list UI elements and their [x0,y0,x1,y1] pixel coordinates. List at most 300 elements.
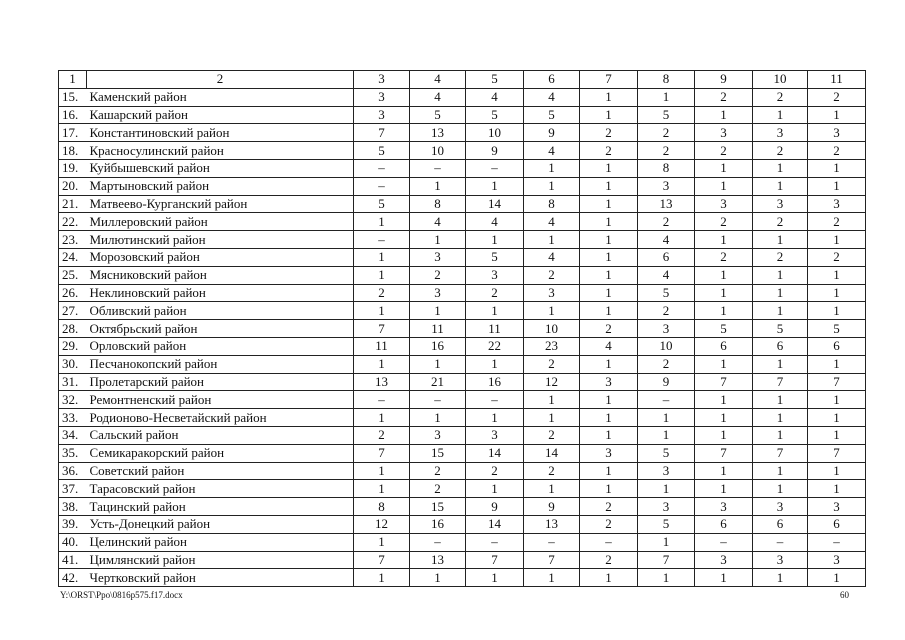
value-cell: 7 [354,320,410,338]
row-number-cell: 34. [59,426,87,444]
row-number-cell: 31. [59,373,87,391]
row-number-cell: 18. [59,142,87,160]
value-cell: 3 [466,266,524,284]
value-cell: 2 [638,124,695,142]
table-row [59,213,866,231]
row-number-cell: 40. [59,533,87,551]
value-cell: 1 [638,88,695,106]
value-cell: 4 [524,142,580,160]
value-cell: 8 [354,498,410,516]
header-cell-col-2: 2 [87,71,354,89]
row-number-cell: 41. [59,551,87,569]
value-cell: 16 [410,515,466,533]
value-cell: 1 [524,480,580,498]
value-cell: 7 [354,124,410,142]
value-cell: 1 [354,213,410,231]
value-cell: 1 [808,266,866,284]
row-number-cell: 20. [59,177,87,195]
value-cell: 11 [410,320,466,338]
district-name-cell: Мартыновский район [87,177,354,195]
value-cell: 1 [410,409,466,427]
row-number-cell: 36. [59,462,87,480]
value-cell: – [410,159,466,177]
value-cell: 1 [638,533,695,551]
value-cell: 1 [695,266,753,284]
value-cell: 5 [638,106,695,124]
page-number: 60 [840,590,849,600]
value-cell: 7 [808,444,866,462]
value-cell: 4 [410,88,466,106]
district-name-cell: Семикаракорский район [87,444,354,462]
value-cell: 1 [695,569,753,587]
value-cell: 1 [524,231,580,249]
table-row [59,391,866,409]
value-cell: 1 [580,159,638,177]
table-row [59,569,866,587]
district-name-cell: Советский район [87,462,354,480]
district-name-cell: Ремонтненский район [87,391,354,409]
row-number-cell: 24. [59,248,87,266]
value-cell: – [354,231,410,249]
value-cell: 3 [524,284,580,302]
value-cell: 3 [354,106,410,124]
value-cell: – [638,391,695,409]
value-cell: 1 [580,355,638,373]
value-cell: 1 [410,355,466,373]
value-cell: 2 [354,426,410,444]
value-cell: 1 [808,426,866,444]
header-cell-col-6: 6 [524,71,580,89]
value-cell: 13 [354,373,410,391]
value-cell: 16 [410,337,466,355]
value-cell: 2 [808,213,866,231]
value-cell: 3 [638,320,695,338]
value-cell: 1 [580,391,638,409]
value-cell: – [354,391,410,409]
row-number-cell: 15. [59,88,87,106]
value-cell: 1 [524,177,580,195]
row-number-cell: 38. [59,498,87,516]
value-cell: 1 [410,177,466,195]
table-row [59,515,866,533]
value-cell: 4 [638,231,695,249]
value-cell: 3 [638,462,695,480]
table-row [59,444,866,462]
value-cell: 7 [354,444,410,462]
value-cell: 6 [808,515,866,533]
value-cell: 3 [753,498,808,516]
value-cell: 13 [410,124,466,142]
value-cell: 6 [638,248,695,266]
value-cell: 2 [638,142,695,160]
value-cell: 2 [808,88,866,106]
value-cell: 1 [753,302,808,320]
value-cell: 1 [354,533,410,551]
value-cell: – [466,391,524,409]
value-cell: 1 [580,462,638,480]
row-number-cell: 37. [59,480,87,498]
value-cell: 1 [695,284,753,302]
table-row [59,320,866,338]
value-cell: 12 [354,515,410,533]
district-name-cell: Каменский район [87,88,354,106]
value-cell: 1 [753,355,808,373]
value-cell: 7 [466,551,524,569]
value-cell: 3 [808,195,866,213]
table-row [59,373,866,391]
value-cell: 2 [410,480,466,498]
value-cell: 2 [354,284,410,302]
row-number-cell: 23. [59,231,87,249]
value-cell: 13 [524,515,580,533]
value-cell: 2 [753,88,808,106]
row-number-cell: 22. [59,213,87,231]
value-cell: 1 [354,266,410,284]
value-cell: 2 [638,302,695,320]
district-name-cell: Пролетарский район [87,373,354,391]
value-cell: 1 [354,409,410,427]
value-cell: – [580,533,638,551]
value-cell: 3 [808,498,866,516]
value-cell: 1 [753,569,808,587]
value-cell: 3 [808,124,866,142]
value-cell: 4 [466,213,524,231]
table-row [59,355,866,373]
value-cell: 1 [638,480,695,498]
value-cell: 3 [695,498,753,516]
table-row [59,88,866,106]
table-row [59,124,866,142]
value-cell: 2 [580,498,638,516]
value-cell: 1 [466,355,524,373]
value-cell: – [808,533,866,551]
district-name-cell: Куйбышевский район [87,159,354,177]
value-cell: 9 [524,124,580,142]
row-number-cell: 30. [59,355,87,373]
value-cell: 1 [580,569,638,587]
value-cell: 8 [638,159,695,177]
value-cell: 10 [638,337,695,355]
value-cell: 7 [354,551,410,569]
value-cell: 1 [354,302,410,320]
district-name-cell: Тацинский район [87,498,354,516]
value-cell: – [410,533,466,551]
value-cell: 1 [695,159,753,177]
value-cell: 3 [695,195,753,213]
value-cell: 1 [354,480,410,498]
value-cell: 1 [753,266,808,284]
value-cell: 1 [580,88,638,106]
district-name-cell: Мясниковский район [87,266,354,284]
value-cell: 5 [466,106,524,124]
value-cell: – [695,533,753,551]
value-cell: 2 [695,142,753,160]
value-cell: – [466,159,524,177]
value-cell: 2 [524,462,580,480]
value-cell: 9 [466,142,524,160]
value-cell: 1 [695,480,753,498]
value-cell: 3 [354,88,410,106]
table-row [59,266,866,284]
value-cell: 1 [695,409,753,427]
value-cell: 6 [753,515,808,533]
value-cell: 3 [753,195,808,213]
value-cell: 1 [580,213,638,231]
value-cell: 1 [638,569,695,587]
value-cell: 14 [524,444,580,462]
value-cell: 9 [638,373,695,391]
value-cell: – [753,533,808,551]
table-row [59,142,866,160]
value-cell: 1 [410,569,466,587]
value-cell: 1 [580,231,638,249]
value-cell: 3 [638,498,695,516]
value-cell: 2 [638,213,695,231]
value-cell: 7 [808,373,866,391]
value-cell: 1 [695,355,753,373]
value-cell: 1 [524,302,580,320]
table-header-row [59,71,866,89]
value-cell: 2 [808,142,866,160]
district-name-cell: Константиновский район [87,124,354,142]
value-cell: 3 [410,248,466,266]
value-cell: 1 [580,266,638,284]
table-row [59,426,866,444]
value-cell: 2 [524,355,580,373]
table-row [59,302,866,320]
district-name-cell: Сальский район [87,426,354,444]
value-cell: 6 [695,515,753,533]
header-cell-col-5: 5 [466,71,524,89]
value-cell: 2 [580,124,638,142]
value-cell: 15 [410,498,466,516]
header-cell-col-8: 8 [638,71,695,89]
value-cell: 11 [354,337,410,355]
table-row [59,337,866,355]
value-cell: 14 [466,195,524,213]
district-name-cell: Целинский район [87,533,354,551]
district-name-cell: Чертковский район [87,569,354,587]
value-cell: 1 [524,159,580,177]
value-cell: 1 [466,302,524,320]
value-cell: 1 [695,231,753,249]
value-cell: 1 [695,462,753,480]
value-cell: 1 [580,106,638,124]
value-cell: 1 [808,391,866,409]
value-cell: 1 [354,569,410,587]
district-name-cell: Орловский район [87,337,354,355]
value-cell: 1 [580,426,638,444]
table-row [59,231,866,249]
value-cell: 2 [753,213,808,231]
value-cell: 7 [753,373,808,391]
district-name-cell: Милютинский район [87,231,354,249]
value-cell: 2 [695,248,753,266]
value-cell: 2 [580,142,638,160]
value-cell: 5 [638,444,695,462]
value-cell: 1 [808,302,866,320]
value-cell: 1 [466,409,524,427]
value-cell: 3 [580,444,638,462]
value-cell: 1 [466,480,524,498]
value-cell: 1 [466,569,524,587]
value-cell: 10 [410,142,466,160]
row-number-cell: 39. [59,515,87,533]
district-name-cell: Октябрьский район [87,320,354,338]
value-cell: 1 [580,480,638,498]
table-row [59,106,866,124]
value-cell: 4 [524,88,580,106]
value-cell: 3 [808,551,866,569]
value-cell: 1 [808,231,866,249]
value-cell: 1 [580,248,638,266]
header-cell-col-7: 7 [580,71,638,89]
district-name-cell: Морозовский район [87,248,354,266]
district-name-cell: Родионово-Несветайский район [87,409,354,427]
value-cell: 1 [410,231,466,249]
value-cell: 2 [695,213,753,231]
table-row [59,551,866,569]
value-cell: 11 [466,320,524,338]
value-cell: 8 [410,195,466,213]
value-cell: 7 [695,373,753,391]
value-cell: 1 [354,462,410,480]
value-cell: 2 [524,266,580,284]
value-cell: 2 [580,320,638,338]
value-cell: 5 [354,195,410,213]
row-number-cell: 29. [59,337,87,355]
value-cell: 1 [580,302,638,320]
table-row [59,159,866,177]
value-cell: 5 [354,142,410,160]
value-cell: 2 [466,462,524,480]
value-cell: 14 [466,515,524,533]
value-cell: – [466,533,524,551]
value-cell: 1 [753,106,808,124]
value-cell: 12 [524,373,580,391]
row-number-cell: 27. [59,302,87,320]
value-cell: 1 [808,409,866,427]
value-cell: 1 [753,480,808,498]
district-name-cell: Миллеровский район [87,213,354,231]
value-cell: 1 [410,302,466,320]
value-cell: 1 [808,177,866,195]
value-cell: 13 [410,551,466,569]
header-cell-col-1: 1 [59,71,87,89]
value-cell: 1 [808,480,866,498]
value-cell: 7 [695,444,753,462]
value-cell: 2 [524,426,580,444]
value-cell: 2 [695,88,753,106]
value-cell: 1 [753,177,808,195]
value-cell: 2 [808,248,866,266]
value-cell: 5 [695,320,753,338]
row-number-cell: 28. [59,320,87,338]
value-cell: 3 [410,284,466,302]
district-name-cell: Цимлянский район [87,551,354,569]
value-cell: 1 [808,159,866,177]
table-row [59,462,866,480]
value-cell: 2 [580,515,638,533]
value-cell: 22 [466,337,524,355]
value-cell: 1 [753,231,808,249]
table-row [59,248,866,266]
district-table [58,70,866,587]
header-cell-col-3: 3 [354,71,410,89]
value-cell: 1 [695,302,753,320]
value-cell: 1 [524,409,580,427]
value-cell: 3 [695,551,753,569]
value-cell: 1 [466,177,524,195]
footer-file-path: Y:\ORST\Ppo\0816p575.f17.docx [60,590,183,600]
value-cell: 13 [638,195,695,213]
value-cell: 1 [753,462,808,480]
header-cell-col-11: 11 [808,71,866,89]
district-name-cell: Матвеево-Курганский район [87,195,354,213]
table-row [59,195,866,213]
value-cell: 10 [524,320,580,338]
header-cell-col-9: 9 [695,71,753,89]
value-cell: 3 [466,426,524,444]
value-cell: 9 [524,498,580,516]
value-cell: 3 [410,426,466,444]
value-cell: 1 [753,409,808,427]
value-cell: 5 [524,106,580,124]
value-cell: 8 [524,195,580,213]
row-number-cell: 33. [59,409,87,427]
value-cell: 6 [753,337,808,355]
value-cell: 1 [753,426,808,444]
value-cell: 3 [638,177,695,195]
value-cell: 1 [354,248,410,266]
row-number-cell: 16. [59,106,87,124]
value-cell: 1 [695,391,753,409]
table-row [59,177,866,195]
table-row [59,533,866,551]
value-cell: 16 [466,373,524,391]
value-cell: 1 [808,106,866,124]
header-cell-col-4: 4 [410,71,466,89]
value-cell: 4 [580,337,638,355]
value-cell: 3 [580,373,638,391]
district-name-cell: Обливский район [87,302,354,320]
value-cell: 2 [466,284,524,302]
value-cell: 1 [695,106,753,124]
row-number-cell: 19. [59,159,87,177]
value-cell: 1 [808,355,866,373]
row-number-cell: 32. [59,391,87,409]
district-name-cell: Кашарский район [87,106,354,124]
row-number-cell: 26. [59,284,87,302]
value-cell: – [354,177,410,195]
value-cell: 15 [410,444,466,462]
row-number-cell: 42. [59,569,87,587]
value-cell: 1 [808,569,866,587]
value-cell: 2 [410,462,466,480]
value-cell: 5 [410,106,466,124]
value-cell: 1 [580,284,638,302]
value-cell: 3 [753,551,808,569]
value-cell: 6 [808,337,866,355]
district-name-cell: Красносулинский район [87,142,354,160]
table-row [59,480,866,498]
value-cell: 1 [638,409,695,427]
value-cell: 2 [410,266,466,284]
value-cell: 1 [753,284,808,302]
value-cell: 3 [695,124,753,142]
value-cell: 1 [753,159,808,177]
value-cell: 7 [753,444,808,462]
